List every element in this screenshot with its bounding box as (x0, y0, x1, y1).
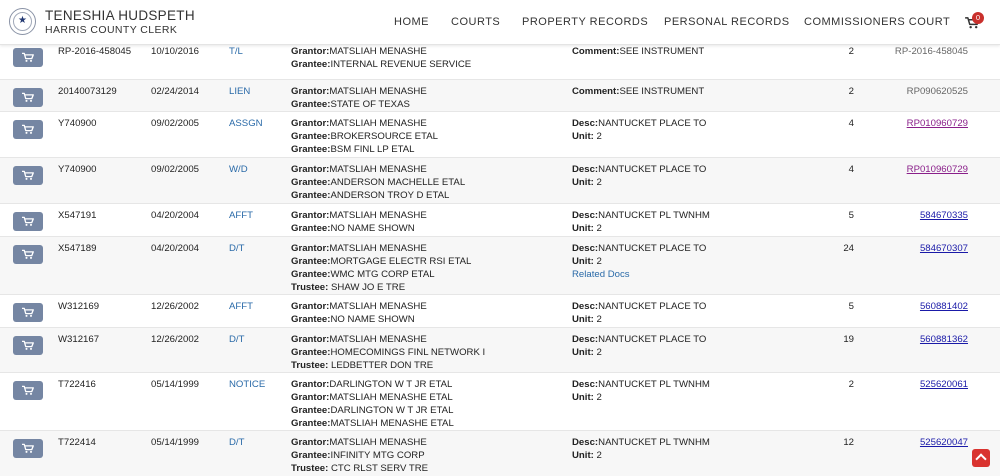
party-line (291, 300, 427, 313)
add-to-cart-button[interactable] (13, 166, 43, 185)
file-date: 09/02/2005 (151, 164, 200, 175)
party-line (291, 391, 454, 404)
county-seal-logo[interactable] (9, 8, 36, 35)
party-name: MATSLIAH MENASHE (329, 437, 427, 448)
legal-line (572, 333, 706, 346)
party-line (291, 176, 465, 189)
legal-value: SEE INSTRUMENT (619, 86, 705, 97)
file-number: T722416 (58, 379, 96, 390)
page-count: 4 (848, 118, 854, 129)
record-row (0, 203, 1000, 236)
party-role: Trustee: (291, 360, 329, 371)
party-role: Grantor: (291, 437, 330, 448)
record-row (0, 294, 1000, 327)
nav-home[interactable]: HOME (394, 16, 429, 28)
legal-label: Unit: (572, 392, 594, 403)
legal-line (572, 176, 706, 189)
legal-description (572, 163, 706, 189)
party-line (291, 359, 485, 372)
party-role: Grantee: (291, 405, 331, 416)
legal-label: Desc: (572, 243, 599, 254)
file-date: 12/26/2002 (151, 334, 200, 345)
party-role: Grantee: (291, 59, 331, 70)
party-name: DARLINGTON W T JR ETAL (329, 379, 453, 390)
page-count: 2 (848, 86, 854, 97)
legal-description (572, 117, 706, 143)
party-names (291, 436, 428, 475)
cart-count-badge: 0 (972, 12, 984, 24)
add-to-cart-button[interactable] (13, 381, 43, 400)
film-code: RP-2016-458045 (894, 46, 968, 57)
legal-value: 2 (593, 392, 602, 403)
party-role: Grantor: (291, 301, 330, 312)
file-date: 04/20/2004 (151, 243, 200, 254)
record-row (0, 430, 1000, 476)
legal-value: 2 (593, 223, 602, 234)
shopping-cart-icon (22, 385, 34, 396)
instrument-type-link[interactable]: D/T (229, 437, 245, 448)
party-name: WMC MTG CORP ETAL (330, 269, 435, 280)
page-count: 5 (848, 301, 854, 312)
film-code: RP090620525 (906, 86, 968, 97)
file-number: X547189 (58, 243, 97, 254)
shopping-cart-icon (22, 340, 34, 351)
party-role: Grantee: (291, 314, 331, 325)
record-row (0, 327, 1000, 372)
legal-value: NANTUCKET PLACE TO (598, 243, 707, 254)
file-number: W312169 (58, 301, 100, 312)
file-number: T722414 (58, 437, 96, 448)
party-role: Grantee: (291, 190, 331, 201)
nav-personal-records[interactable]: PERSONAL RECORDS (664, 16, 790, 28)
party-line (291, 189, 465, 202)
legal-label: Unit: (572, 223, 594, 234)
party-name: MATSLIAH MENASHE (329, 46, 427, 57)
add-to-cart-button[interactable] (13, 439, 43, 458)
legal-line (572, 313, 706, 326)
record-row (0, 372, 1000, 430)
party-role: Grantor: (291, 164, 330, 175)
party-name: HOMECOMINGS FINL NETWORK I (330, 347, 486, 358)
add-to-cart-button[interactable] (13, 303, 43, 322)
legal-line (572, 45, 704, 58)
legal-line (572, 222, 710, 235)
party-role: Grantee: (291, 99, 331, 110)
legal-label: Desc: (572, 334, 599, 345)
file-date: 02/24/2014 (151, 86, 200, 97)
record-row (0, 157, 1000, 203)
add-to-cart-button[interactable] (13, 120, 43, 139)
party-name: ANDERSON MACHELLE ETAL (330, 177, 466, 188)
party-name: LEDBETTER DON TRE (328, 360, 434, 371)
scroll-to-top-button[interactable] (972, 449, 990, 467)
party-role: Grantor: (291, 46, 330, 57)
party-line (291, 378, 454, 391)
party-name: BROKERSOURCE ETAL (330, 131, 438, 142)
party-role: Grantee: (291, 256, 331, 267)
file-number: RP-2016-458045 (58, 46, 132, 57)
party-role: Grantee: (291, 269, 331, 280)
add-to-cart-button[interactable] (13, 48, 43, 67)
party-role: Grantor: (291, 379, 330, 390)
party-line (291, 242, 471, 255)
legal-description (572, 333, 706, 359)
party-line (291, 462, 428, 475)
party-names (291, 209, 427, 235)
party-line (291, 45, 471, 58)
page-count: 2 (848, 46, 854, 57)
party-name: SHAW JO E TRE (328, 282, 406, 293)
shopping-cart-icon (22, 443, 34, 454)
legal-value: 2 (593, 450, 602, 461)
instrument-type-link[interactable]: W/D (229, 164, 248, 175)
party-name: DARLINGTON W T JR ETAL (330, 405, 454, 416)
legal-line (572, 130, 706, 143)
page-count: 5 (848, 210, 854, 221)
legal-line (572, 255, 706, 268)
file-number: 20140073129 (58, 86, 117, 97)
party-line (291, 209, 427, 222)
party-line (291, 143, 438, 156)
legal-value: 2 (593, 347, 602, 358)
legal-description (572, 300, 706, 326)
record-row (0, 111, 1000, 157)
shopping-cart-icon (22, 124, 34, 135)
legal-value: NANTUCKET PL TWNHM (598, 210, 710, 221)
party-line (291, 98, 427, 111)
party-names (291, 45, 471, 71)
file-date: 09/02/2005 (151, 118, 200, 129)
instrument-type-link[interactable]: T/L (229, 46, 243, 57)
legal-label: Unit: (572, 314, 594, 325)
party-role: Grantee: (291, 131, 331, 142)
page-count: 24 (843, 243, 854, 254)
party-name: INTERNAL REVENUE SERVICE (330, 59, 472, 70)
legal-line (572, 378, 710, 391)
party-names (291, 378, 454, 430)
legal-value: 2 (593, 256, 602, 267)
legal-label: Comment: (572, 86, 620, 97)
party-line (291, 417, 454, 430)
file-date: 10/10/2016 (151, 46, 200, 57)
party-name: MATSLIAH MENASHE (329, 210, 427, 221)
party-name: NO NAME SHOWN (330, 223, 415, 234)
legal-value: NANTUCKET PLACE TO (598, 301, 707, 312)
party-line (291, 281, 471, 294)
party-name: BSM FINL LP ETAL (330, 144, 415, 155)
chevron-up-icon (975, 453, 986, 464)
file-date: 12/26/2002 (151, 301, 200, 312)
legal-description (572, 378, 710, 404)
instrument-type-link[interactable]: D/T (229, 334, 245, 345)
party-name: NO NAME SHOWN (330, 314, 415, 325)
party-names (291, 163, 465, 202)
legal-line (572, 163, 706, 176)
film-code[interactable]: 584670307 (919, 243, 968, 254)
legal-value: 2 (593, 131, 602, 142)
legal-label: Unit: (572, 347, 594, 358)
party-role: Grantee: (291, 177, 331, 188)
record-row (0, 79, 1000, 111)
party-line (291, 58, 471, 71)
party-name: ANDERSON TROY D ETAL (330, 190, 450, 201)
party-name: STATE OF TEXAS (330, 99, 410, 110)
party-role: Trustee: (291, 282, 329, 293)
party-line (291, 222, 427, 235)
party-name: MATSLIAH MENASHE ETAL (329, 392, 453, 403)
instrument-type-link[interactable]: LIEN (229, 86, 251, 97)
party-role: Grantor: (291, 243, 330, 254)
party-names (291, 300, 427, 326)
party-name: CTC RLST SERV TRE (328, 463, 429, 474)
instrument-type-link[interactable]: AFFT (229, 210, 253, 221)
file-number: W312167 (58, 334, 100, 345)
party-role: Trustee: (291, 463, 329, 474)
party-names (291, 242, 471, 294)
legal-value: NANTUCKET PL TWNHM (598, 437, 710, 448)
file-number: X547191 (58, 210, 97, 221)
legal-line (572, 300, 706, 313)
party-name: MATSLIAH MENASHE ETAL (330, 418, 454, 429)
texas-star-icon: ★ (18, 15, 27, 26)
legal-label: Desc: (572, 164, 599, 175)
party-line (291, 346, 485, 359)
legal-line (572, 391, 710, 404)
instrument-type-link[interactable]: D/T (229, 243, 245, 254)
legal-label: Unit: (572, 256, 594, 267)
clerk-office: HARRIS COUNTY CLERK (45, 24, 178, 36)
party-name: MATSLIAH MENASHE (329, 86, 427, 97)
party-line (291, 85, 427, 98)
legal-line (572, 209, 710, 222)
add-to-cart-button[interactable] (13, 88, 43, 107)
legal-line (572, 242, 706, 255)
add-to-cart-button[interactable] (13, 212, 43, 231)
film-code[interactable]: RP010960729 (906, 118, 968, 129)
party-role: Grantee: (291, 223, 331, 234)
file-date: 04/20/2004 (151, 210, 200, 221)
party-names (291, 117, 438, 156)
file-number: Y740900 (58, 164, 97, 175)
legal-label: Desc: (572, 379, 599, 390)
party-line (291, 436, 428, 449)
party-name: MATSLIAH MENASHE (329, 334, 427, 345)
shopping-cart-icon (22, 52, 34, 63)
legal-line (572, 346, 706, 359)
legal-value: NANTUCKET PL TWNHM (598, 379, 710, 390)
file-number: Y740900 (58, 118, 97, 129)
clerk-name[interactable]: TENESHIA HUDSPETH (45, 8, 195, 23)
party-names (291, 333, 485, 372)
legal-label: Desc: (572, 437, 599, 448)
party-name: MATSLIAH MENASHE (329, 243, 427, 254)
related-docs-link[interactable]: Related Docs (572, 269, 630, 280)
legal-value: 2 (593, 314, 602, 325)
party-line (291, 449, 428, 462)
file-date: 05/14/1999 (151, 437, 200, 448)
nav-property-records[interactable]: PROPERTY RECORDS (522, 16, 649, 28)
legal-value: SEE INSTRUMENT (619, 46, 705, 57)
instrument-type-link[interactable]: NOTICE (229, 379, 266, 390)
party-line (291, 404, 454, 417)
legal-value: NANTUCKET PLACE TO (598, 334, 707, 345)
file-date: 05/14/1999 (151, 379, 200, 390)
legal-label: Unit: (572, 131, 594, 142)
party-line (291, 268, 471, 281)
legal-value: 2 (593, 177, 602, 188)
legal-value: NANTUCKET PLACE TO (598, 118, 707, 129)
legal-description (572, 45, 704, 58)
shopping-cart-icon (22, 170, 34, 181)
party-line (291, 163, 465, 176)
film-code[interactable]: 525620047 (919, 437, 968, 448)
legal-line (572, 449, 710, 462)
party-line (291, 130, 438, 143)
party-name: MATSLIAH MENASHE (329, 118, 427, 129)
legal-line (572, 436, 710, 449)
party-names (291, 85, 427, 111)
party-role: Grantee: (291, 144, 331, 155)
party-role: Grantee: (291, 347, 331, 358)
party-role: Grantor: (291, 210, 330, 221)
instrument-type-link[interactable]: AFFT (229, 301, 253, 312)
party-name: MATSLIAH MENASHE (329, 301, 427, 312)
party-role: Grantor: (291, 334, 330, 345)
page-count: 19 (843, 334, 854, 345)
legal-description (572, 209, 710, 235)
legal-label: Desc: (572, 210, 599, 221)
page-count: 2 (848, 379, 854, 390)
legal-description (572, 242, 706, 281)
party-name: MORTGAGE ELECTR RSI ETAL (330, 256, 472, 267)
party-role: Grantee: (291, 450, 331, 461)
party-name: INFINITY MTG CORP (330, 450, 425, 461)
site-header (0, 0, 1000, 45)
legal-label: Unit: (572, 177, 594, 188)
page-count: 12 (843, 437, 854, 448)
shopping-cart-icon (22, 216, 34, 227)
party-role: Grantee: (291, 418, 331, 429)
shopping-cart-icon (22, 249, 34, 260)
party-role: Grantor: (291, 118, 330, 129)
legal-description (572, 436, 710, 462)
record-row (0, 39, 1000, 79)
add-to-cart-button[interactable] (13, 245, 43, 264)
shopping-cart-icon (22, 92, 34, 103)
film-code[interactable]: 560881402 (919, 301, 968, 312)
header-cart[interactable] (963, 12, 987, 34)
party-line (291, 333, 485, 346)
legal-label: Unit: (572, 450, 594, 461)
legal-value: NANTUCKET PLACE TO (598, 164, 707, 175)
party-name: MATSLIAH MENASHE (329, 164, 427, 175)
page-count: 4 (848, 164, 854, 175)
party-line (291, 313, 427, 326)
add-to-cart-button[interactable] (13, 336, 43, 355)
film-code[interactable]: 584670335 (919, 210, 968, 221)
party-line (291, 255, 471, 268)
legal-description (572, 85, 704, 98)
shopping-cart-icon (22, 307, 34, 318)
instrument-type-link[interactable]: ASSGN (229, 118, 263, 129)
party-role: Grantor: (291, 86, 330, 97)
film-code[interactable]: 560881362 (919, 334, 968, 345)
film-code[interactable]: RP010960729 (906, 164, 968, 175)
record-row (0, 236, 1000, 294)
legal-line (572, 85, 704, 98)
nav-commissioners-court[interactable]: COMMISSIONERS COURT (804, 16, 951, 28)
legal-label: Desc: (572, 301, 599, 312)
party-role: Grantor: (291, 392, 330, 403)
party-line (291, 117, 438, 130)
nav-courts[interactable]: COURTS (451, 16, 501, 28)
legal-line (572, 117, 706, 130)
film-code[interactable]: 525620061 (919, 379, 968, 390)
legal-label: Desc: (572, 118, 599, 129)
legal-label: Comment: (572, 46, 620, 57)
